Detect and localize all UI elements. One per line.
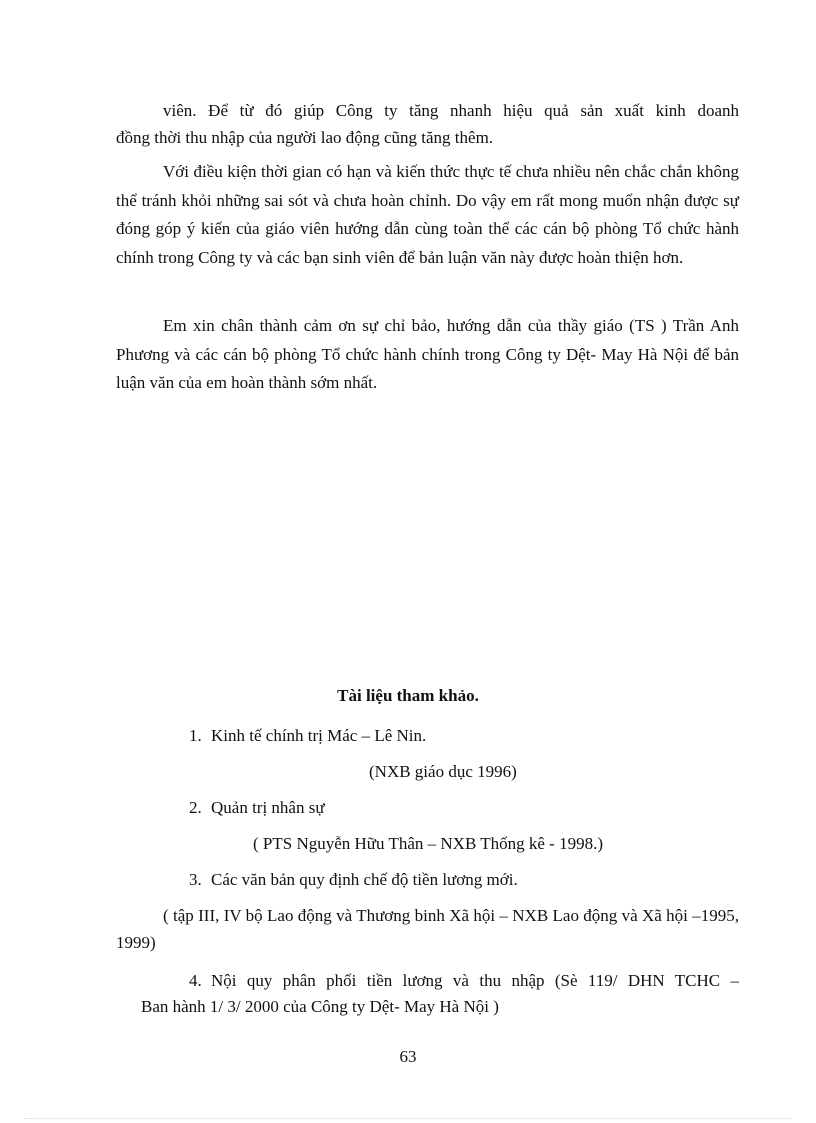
reference-title-text: Nội quy phân phối tiền lương và thu nhập (Sè 119/ DHN TCHC – — [211, 971, 739, 990]
reference-title-text: Kinh tế chính trị Mác – Lê Nin. — [211, 726, 427, 745]
reference-3-title — [189, 866, 518, 893]
reference-1-title — [189, 722, 426, 749]
reference-3-source: ( tập III, IV bộ Lao động và Thương binh Xã hội – NXB Lao động và Xã hội –1995, 1999) — [116, 906, 739, 952]
reference-number: 2. — [189, 798, 202, 817]
paragraph-2: Với điều kiện thời gian có hạn và kiến thức thực tế chưa nhiều nên chắc chắn không thể tránh khỏi những sai sót và chưa hoàn chỉnh. Do vậy em rất mong muốn nhận được sự đóng góp ý kiến của giáo viên hướng dẫn cùng toàn thể các cán bộ phòng Tổ chức hành chính trong Công ty và các bạn sinh viên để bản luận văn này được hoàn thiện hơn. — [116, 162, 739, 268]
page-bottom-border — [24, 1118, 792, 1119]
reference-number: 4. — [189, 971, 202, 990]
reference-number: 1. — [189, 726, 202, 745]
reference-number: 3. — [189, 870, 202, 889]
paragraph-1-line-1: viên. Để từ đó giúp Công ty tăng nhanh hiệu quả sản xuất kinh doanh — [163, 101, 739, 120]
paragraph-3: Em xin chân thành cảm ơn sự chỉ bảo, hướng dẫn của thầy giáo (TS ) Trần Anh Phương và các cán bộ phòng Tổ chức hành chính trong Công ty Dệt- May Hà Nội để bản luận văn của em hoàn thành sớm nhất. — [116, 316, 739, 393]
reference-title-text: Các văn bản quy định chế độ tiền lương mới. — [211, 870, 518, 889]
page-number: 63 — [399, 1047, 417, 1066]
reference-4-source: Ban hành 1/ 3/ 2000 của Công ty Dệt- May Hà Nội ) — [141, 997, 499, 1016]
reference-2-title — [189, 794, 325, 821]
reference-2-source: ( PTS Nguyễn Hữu Thân – NXB Thống kê - 1998.) — [253, 834, 603, 853]
references-heading: Tài liệu tham khảo. — [337, 686, 479, 705]
paragraph-1-line-2: đồng thời thu nhập của người lao động cũng tăng thêm. — [116, 128, 494, 147]
reference-1-source: (NXB giáo dục 1996) — [369, 762, 517, 781]
reference-4-title — [189, 967, 739, 995]
reference-title-text: Quản trị nhân sự — [211, 798, 325, 817]
